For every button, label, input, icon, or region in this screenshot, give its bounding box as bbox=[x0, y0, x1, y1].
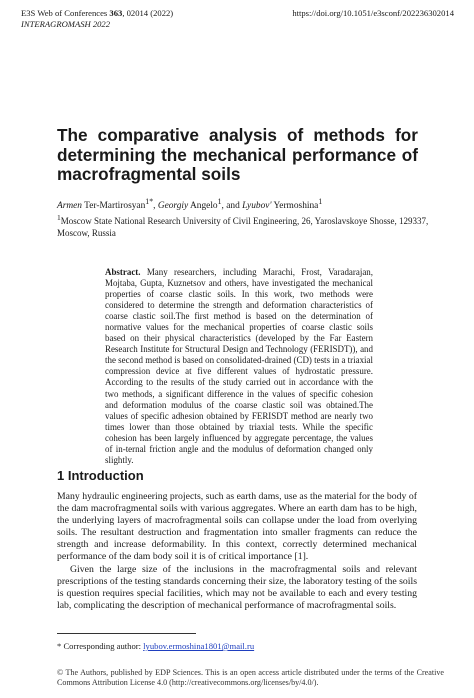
affiliation-mark: 1 bbox=[57, 213, 61, 222]
journal-citation bbox=[21, 8, 173, 19]
author-list bbox=[57, 197, 322, 211]
journal-name: E3S Web of Conferences bbox=[21, 8, 108, 18]
author-email-link[interactable]: lyubov.ermoshina1801@mail.ru bbox=[143, 641, 255, 651]
journal-volume: 363 bbox=[109, 8, 123, 18]
author-first-name: Georgiy bbox=[157, 201, 189, 212]
abstract bbox=[105, 267, 373, 466]
footnote-label: * Corresponding author: bbox=[57, 641, 144, 651]
paragraph: Many hydraulic engineering projects, such as earth dams, use as the material for the body of the dam macrofragmental soils with various aggregates. Where an earth dam has to be high, the underlying layers of macrofragmental soils can collapse under the load from overlying soils. The resultant destruction and fragmentation into smaller fragments can reduce the strength and increase deformability. In this context, correctly determined mechanical performance of the dam body soil it is of critical importance [1]. bbox=[57, 491, 417, 563]
footnote bbox=[57, 641, 254, 651]
author-first-name: Armen bbox=[57, 201, 82, 212]
author-last-name: Ter-Martirosyan bbox=[82, 201, 146, 212]
section-heading: 1 Introduction bbox=[57, 468, 144, 483]
affiliation bbox=[57, 212, 434, 240]
author-separator: , bbox=[153, 201, 158, 212]
author-last-name: Yermoshina bbox=[271, 201, 319, 212]
copyright-notice: © The Authors, published by EDP Sciences. This is an open access article distributed under the terms of the Creative Commons Attribution License 4.0 (http://creativecommons.org/licenses/by/4.0/). bbox=[57, 668, 444, 687]
author-last-name: Angelo bbox=[188, 201, 218, 212]
introduction-body bbox=[57, 491, 417, 612]
affiliation-text: Moscow State National Research University of Civil Engineering, 26, Yaroslavskoye Shosse, 129337, Moscow, Russia bbox=[57, 216, 429, 238]
paragraph: Given the large size of the inclusions in the macrofragmental soils and relevant prescriptions of the testing standards concerning their size, the laboratory testing of the soils is question requires special facilities, which may not be available to each and every testing lab, complicating the description of mechanical performance of macrofragmental soils. bbox=[57, 563, 417, 611]
abstract-text: Many researchers, including Marachi, Frost, Varadarajan, Mojtaba, Gupta, Kuznetsov and others, have investigated the mechanical properties of coarse clastic soils. In this work, two methods were considered to determine the strength and deformation characteristics of coarse clastic soil.The first method is based on the determination of normative values for the mechanical properties of coarse clastic soils based on their physical characteristics (developed by the Far Eastern Research Institute for Structural Design and Technology (FERISDT)), and the second method is based on consolidated-drained (CD) tests in a triaxial compression device at five different values of hydrostatic pressure. According to the results of the study carried out in accordance with the two methods, a significant difference in the values of specific cohesion and deformation modulus of the coarse clastic soil was obtained.The values of specific adhesion obtained by FERISDT method are nearly two times lower than those obtained by triaxial tests. While the specific cohesion has been largely influenced by aggregate percentage, the values of in-ternal friction angle and the modulus of deformation changed only slightly. bbox=[105, 267, 373, 465]
author-affiliation-mark: 1* bbox=[145, 197, 154, 206]
doi-link[interactable]: https://doi.org/10.1051/e3sconf/202236302014 bbox=[292, 8, 454, 18]
author-first-name: Lyubov' bbox=[242, 201, 272, 212]
abstract-label: Abstract. bbox=[105, 267, 141, 277]
article-number: , 02014 (2022) bbox=[122, 8, 174, 18]
author-affiliation-mark: 1 bbox=[217, 197, 222, 206]
author-affiliation-mark: 1 bbox=[318, 197, 323, 206]
footnote-divider bbox=[57, 633, 196, 634]
paper-title: The comparative analysis of methods for determining the mechanical performance of macrofragmental soils bbox=[57, 125, 418, 184]
author-separator: , and bbox=[221, 201, 243, 212]
conference-name: INTERAGROMASH 2022 bbox=[21, 19, 111, 29]
